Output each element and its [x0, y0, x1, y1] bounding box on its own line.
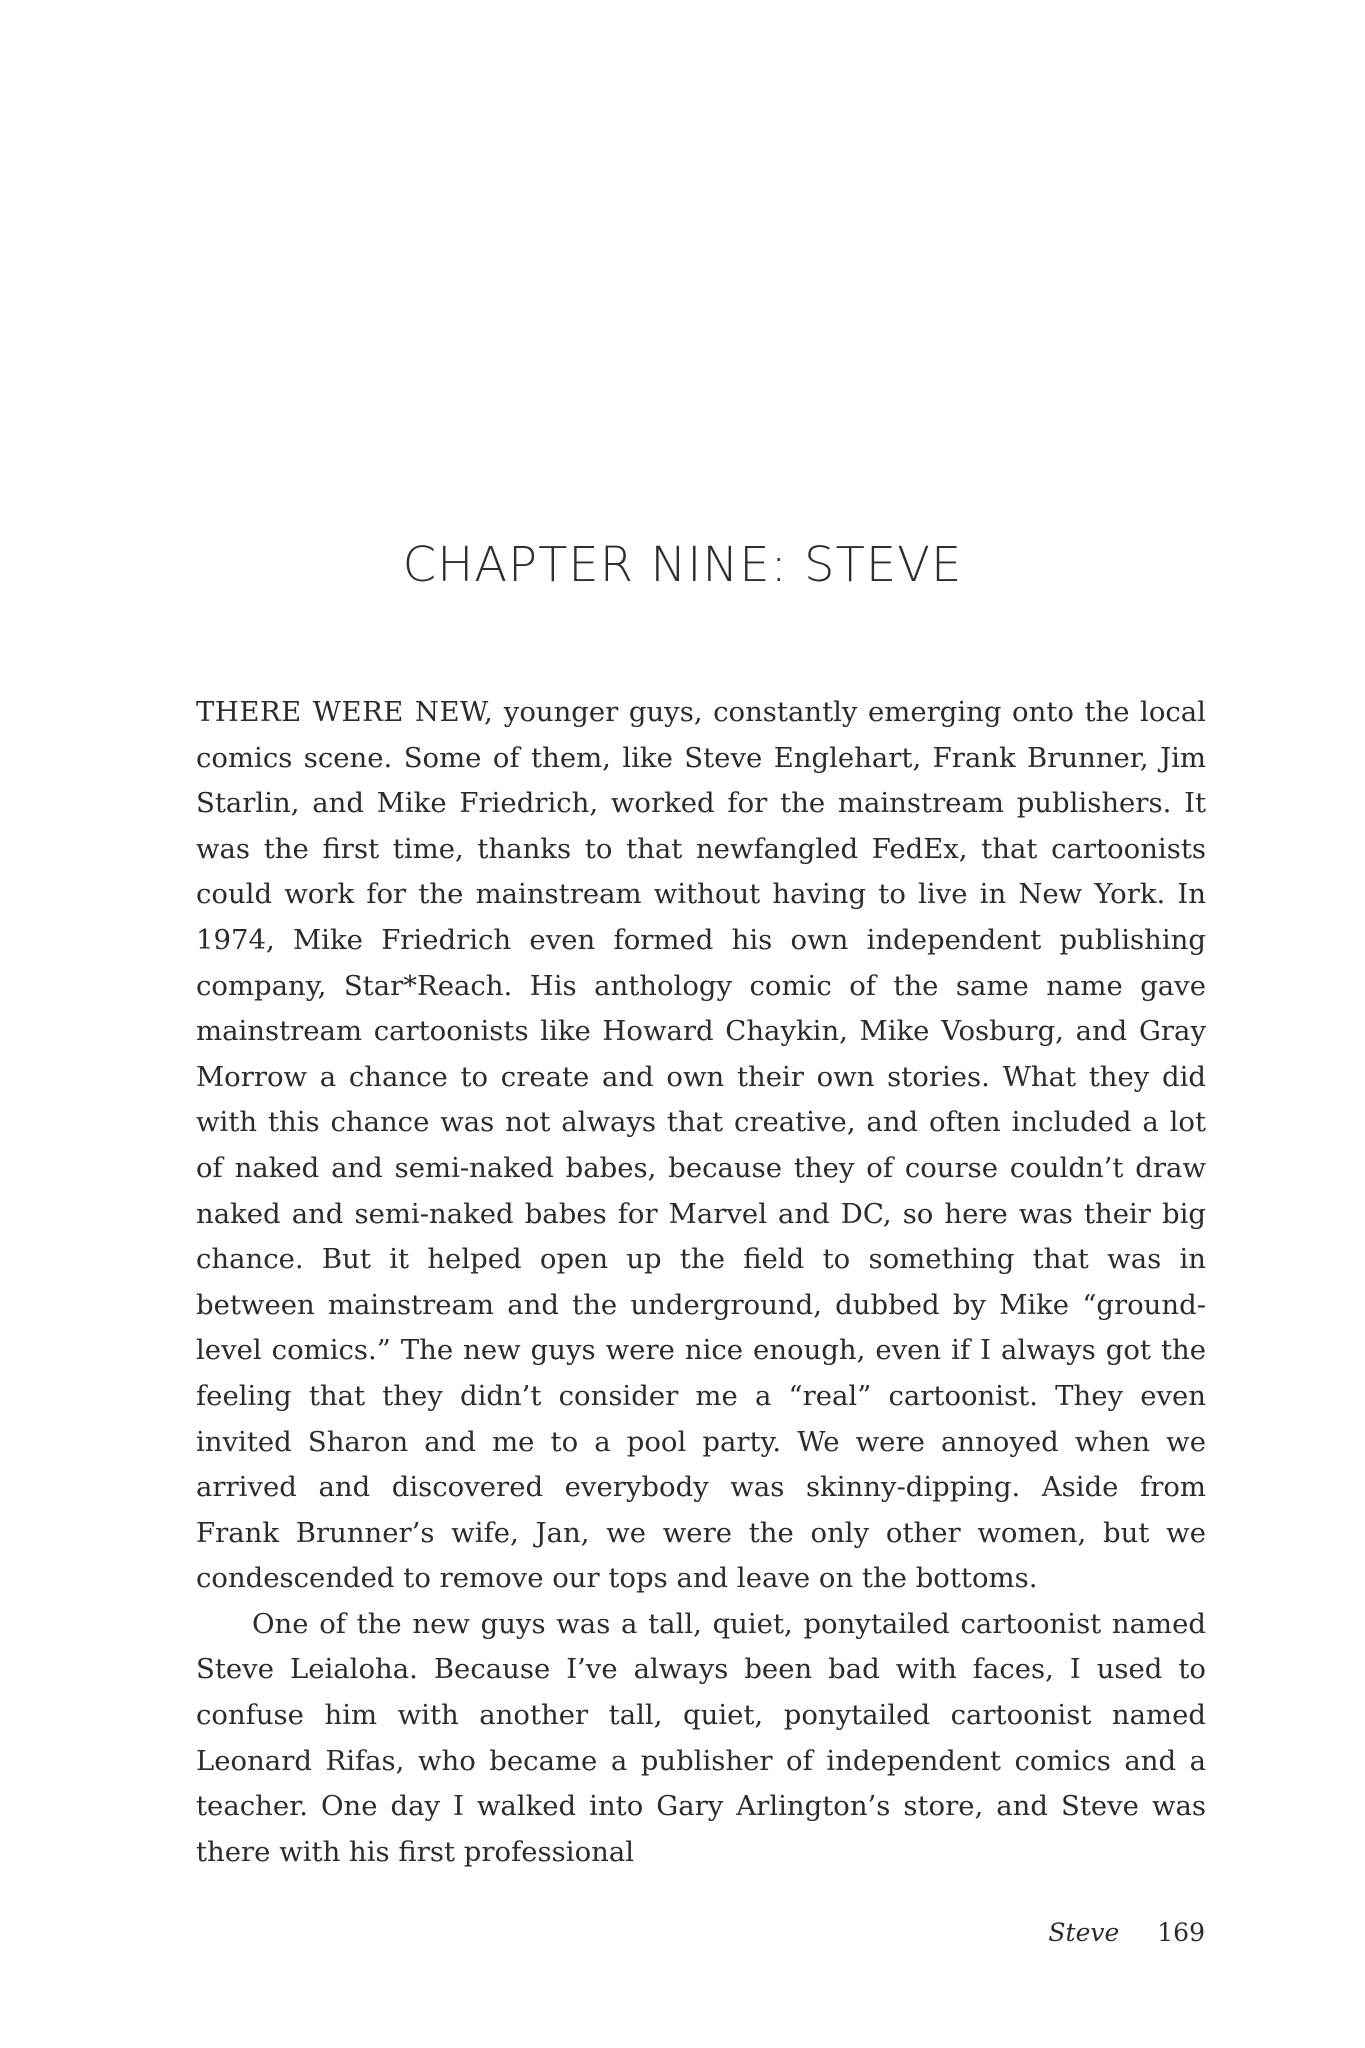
page-number: 169: [1157, 1918, 1205, 1947]
running-head: Steve: [1048, 1918, 1120, 1947]
paragraph-1: [196, 690, 1206, 1602]
paragraph-1-lead: THERE WERE NEW,: [196, 696, 494, 728]
paragraph-2: One of the new guys was a tall, quiet, ponytailed cartoonist named Steve Leialoha. Because I’ve always been bad with faces, I used to confuse him with another tall, quiet, ponytailed cartoonist named Leonard Rifas, who became a publisher of independent comics and a teacher. One day I walked into Gary Arlington’s store, and Steve was there with his first professional: [196, 1607, 1206, 1868]
body-text: [196, 690, 1206, 1875]
paragraph-1-text: younger guys, constantly emerging onto the local comics scene. Some of them, like Steve Englehart, Frank Brunner, Jim Starlin, and Mike Friedrich, worked for the mainstream publishers. It was the first time, thanks to that newfangled FedEx, that cartoonists could work for the mainstream without having to live in New York. In 1974, Mike Friedrich even formed his own independent publishing company, Star*Reach. His anthology comic of the same name gave mainstream cartoonists like Howard Chaykin, Mike Vosburg, and Gray Morrow a chance to create and own their own stories. What they did with this chance was not always that creative, and often included a lot of naked and semi-naked babes, because they of course couldn’t draw naked and semi-naked babes for Marvel and DC, so here was their big chance. But it helped open up the field to something that was in between mainstream and the underground, dubbed by Mike “ground-level comics.” The new guys were nice enough, even if I always got the feeling that they didn’t consider me a “real” cartoonist. They even invited Sharon and me to a pool party. We were annoyed when we arrived and discovered everybody was skinny-dipping. Aside from Frank Brunner’s wife, Jan, we were the only other women, but we condescended to remove our tops and leave on the bottoms.: [196, 696, 1206, 1595]
chapter-title: CHAPTER NINE: STEVE: [402, 537, 963, 593]
page-footer: [1048, 1918, 1205, 1947]
